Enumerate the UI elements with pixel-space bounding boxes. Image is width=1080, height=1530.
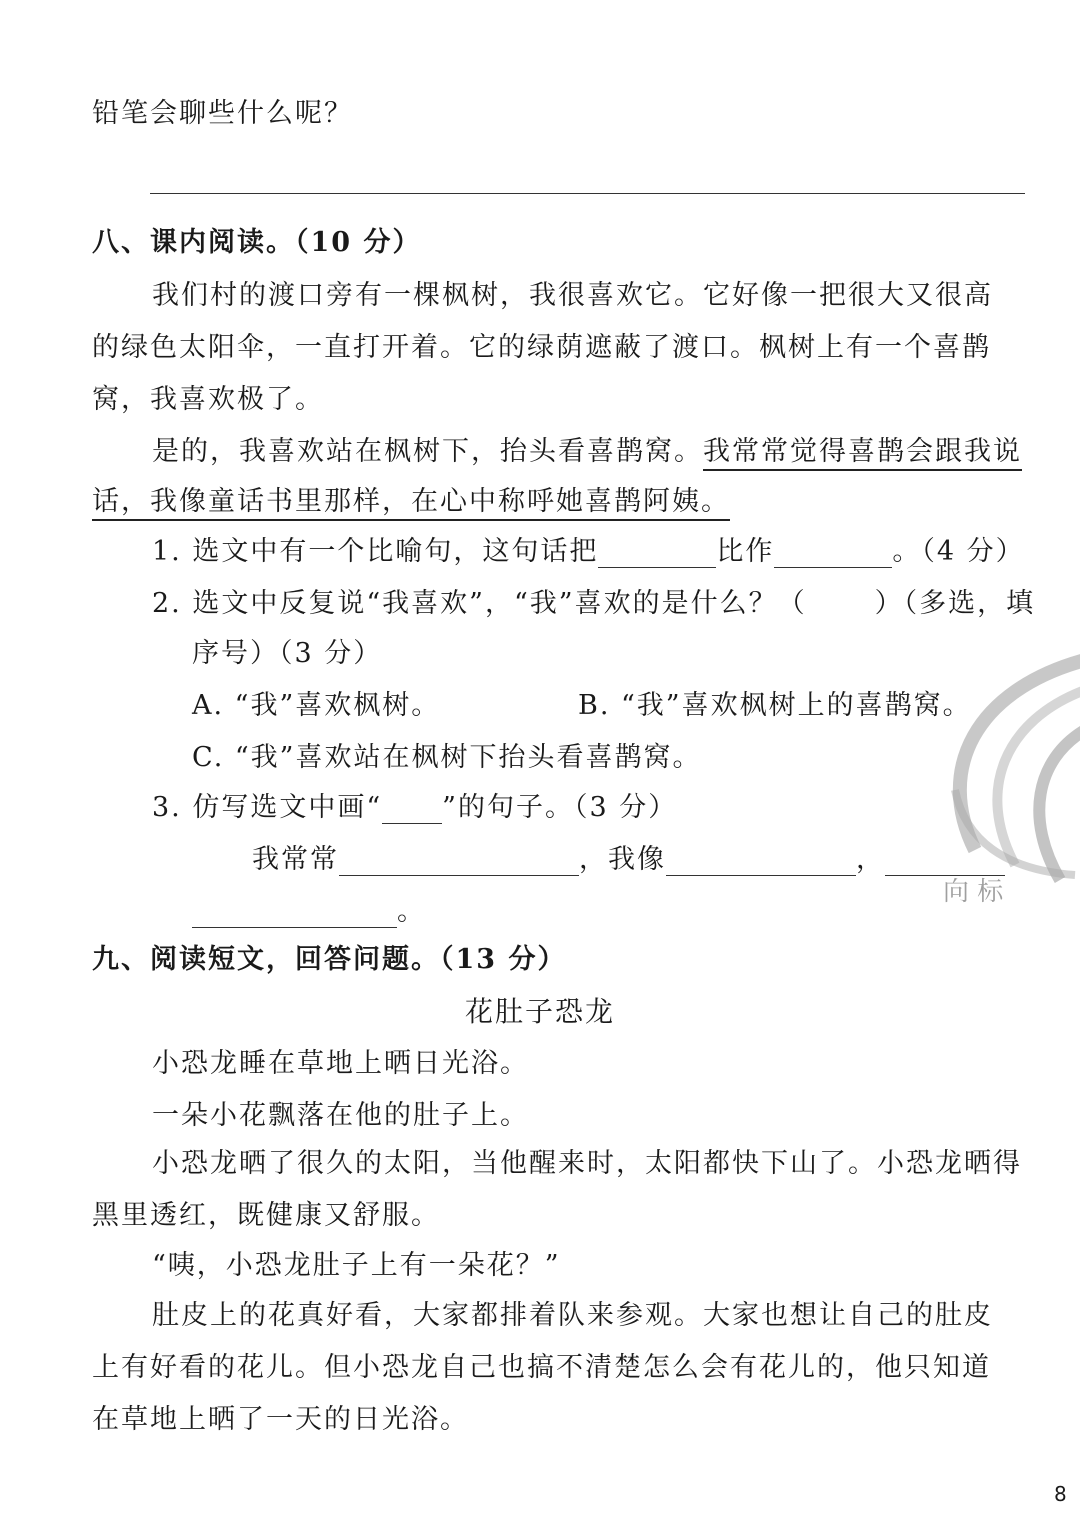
question-2: [152, 588, 1035, 620]
fill-text: ，: [856, 844, 885, 875]
passage-line: [92, 486, 730, 518]
answer-blank[interactable]: [774, 541, 892, 568]
question-number: 1.: [152, 536, 182, 567]
question-text: 选文中反复说“我喜欢”，“我”喜欢的是什么？（: [192, 588, 807, 619]
passage-line: 我们村的渡口旁有一棵枫树，我很喜欢它。它好像一把很大又很高: [152, 280, 993, 311]
option-c: C. “我”喜欢站在枫树下抬头看喜鹊窝。: [192, 742, 702, 773]
section-9-heading: 九、阅读短文，回答问题。（13 分）: [92, 944, 567, 975]
fill-line: [252, 844, 1005, 876]
passage-line: 小恐龙睡在草地上晒日光浴。: [152, 1048, 529, 1079]
option-b: B. “我”喜欢枫树上的喜鹊窝。: [578, 690, 972, 721]
passage-line: 的绿色太阳伞，一直打开着。它的绿荫遮蔽了渡口。枫树上有一个喜鹊: [92, 332, 991, 363]
question-text: 。（4 分）: [892, 536, 1025, 567]
question-text: 仿写选文中画“: [192, 792, 383, 823]
underline-sample: [382, 797, 442, 824]
answer-blank[interactable]: [666, 849, 856, 876]
passage-line: [152, 436, 1022, 468]
passage-title: 花肚子恐龙: [464, 995, 615, 1028]
passage-line: 窝，我喜欢极了。: [92, 384, 324, 415]
question-text: ）（多选，填: [874, 588, 1036, 619]
answer-line[interactable]: [150, 193, 1025, 194]
section-8-heading: 八、课内阅读。（10 分）: [92, 227, 422, 258]
fill-text: ，我像: [579, 844, 666, 875]
question-text: 比作: [716, 536, 775, 567]
answer-blank[interactable]: [339, 849, 579, 876]
question-text: 选文中有一个比喻句，这句话把: [192, 536, 599, 567]
question-number: 3.: [152, 792, 182, 823]
fill-text: 。: [397, 896, 426, 927]
passage-line: “咦，小恐龙肚子上有一朵花？”: [152, 1250, 561, 1281]
answer-blank[interactable]: [598, 541, 716, 568]
watermark-text: 向 标: [943, 877, 1004, 907]
question-3: [152, 792, 677, 824]
passage-line: 一朵小花飘落在他的肚子上。: [152, 1100, 529, 1131]
passage-text: 是的，我喜欢站在枫树下，抬头看喜鹊窝。: [152, 436, 703, 467]
question-text: ”的句子。（3 分）: [442, 792, 678, 823]
fill-line: [192, 896, 426, 928]
passage-line: 黑里透红，既健康又舒服。: [92, 1200, 440, 1231]
passage-line: 肚皮上的花真好看，大家都排着队来参观。大家也想让自己的肚皮: [152, 1300, 993, 1331]
page-number: 8: [1054, 1482, 1069, 1506]
answer-blank[interactable]: [192, 901, 397, 928]
underlined-sentence: 我常常觉得喜鹊会跟我说: [703, 436, 1022, 471]
question-text: 序号）（3 分）: [192, 638, 383, 669]
passage-line: 在草地上晒了一天的日光浴。: [92, 1404, 469, 1435]
question-1: [152, 536, 1025, 568]
passage-line: 小恐龙晒了很久的太阳，当他醒来时，太阳都快下山了。小恐龙晒得: [152, 1148, 1022, 1179]
previous-question-end: 铅笔会聊些什么呢？: [92, 98, 353, 129]
question-number: 2.: [152, 588, 182, 619]
fill-text: 我常常: [252, 844, 339, 875]
underlined-sentence: 话，我像童话书里那样，在心中称呼她喜鹊阿姨。: [92, 486, 730, 521]
passage-line: 上有好看的花儿。但小恐龙自己也搞不清楚怎么会有花儿的，他只知道: [92, 1352, 991, 1383]
watermark-logo: [935, 650, 1080, 910]
option-a: A. “我”喜欢枫树。: [192, 690, 441, 721]
